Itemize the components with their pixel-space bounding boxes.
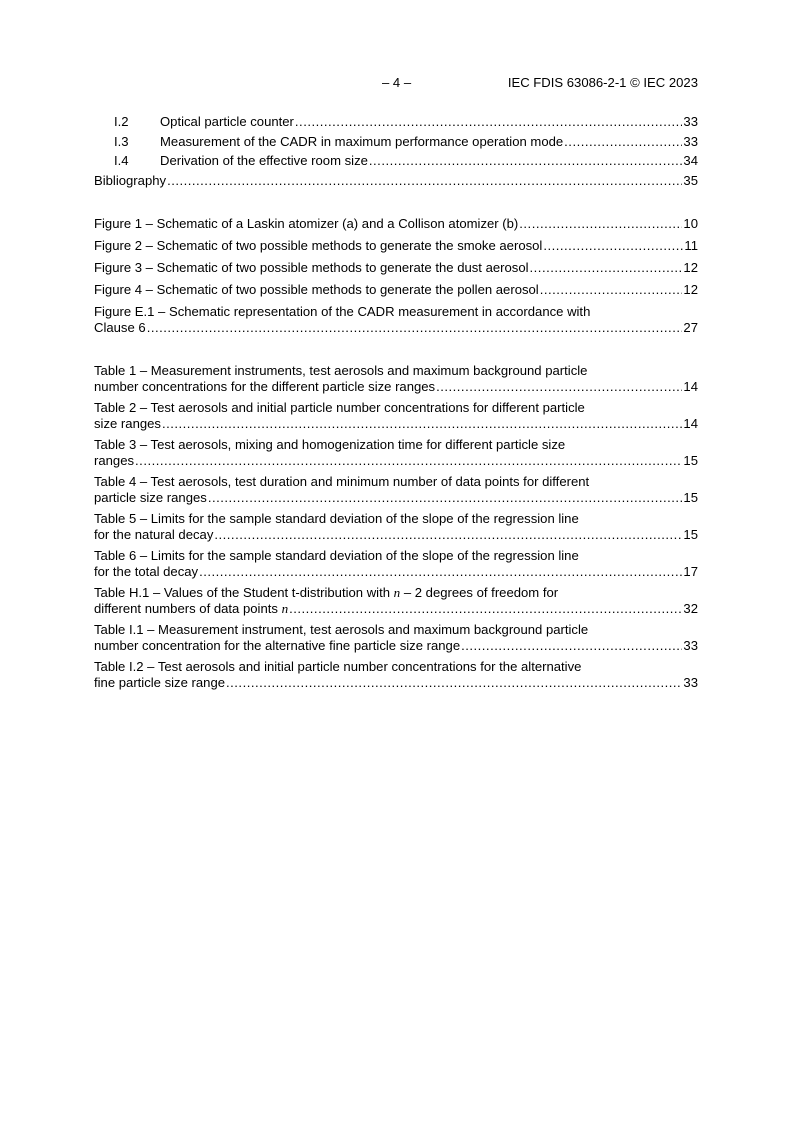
table-entry-page: 14 (683, 379, 698, 394)
table-entry-title-line1: Table 5 – Limits for the sample standard deviation of the slope of the regression line (94, 511, 579, 526)
table-entry[interactable] (94, 363, 698, 400)
table-entry-page: 15 (683, 453, 698, 468)
leader-dots (564, 134, 682, 150)
leader-dots (519, 216, 682, 232)
figure-entry-title: Figure 4 – Schematic of two possible methods to generate the pollen aerosol (94, 282, 539, 297)
toc-entry-i2[interactable] (94, 114, 698, 134)
variable-n: n (281, 601, 289, 616)
leader-dots (289, 601, 682, 617)
figure-entry-title-line2: Clause 6 (94, 320, 146, 335)
figure-entry-page: 12 (683, 282, 698, 297)
leader-dots (540, 282, 683, 298)
figure-entry-page: 27 (683, 320, 698, 335)
leader-dots (135, 453, 682, 469)
leader-dots (226, 675, 682, 691)
table-entry-title-line1: Table 1 – Measurement instruments, test aerosols and maximum background particle (94, 363, 588, 378)
figure-entry[interactable] (94, 304, 698, 336)
table-entry-title-line1: Table 3 – Test aerosols, mixing and homogenization time for different particle size (94, 437, 566, 452)
table-entry-page: 33 (683, 638, 698, 653)
figure-entry-page: 12 (683, 260, 698, 275)
table-entry-page: 32 (683, 601, 698, 616)
table-entry-title-line2 (94, 601, 288, 617)
toc-entry-i3[interactable] (94, 134, 698, 153)
figure-entry[interactable] (94, 260, 698, 282)
leader-dots (147, 320, 683, 336)
table-entry-title-line2: fine particle size range (94, 675, 226, 690)
toc-entry-title: Bibliography (94, 173, 167, 188)
title-text: Table H.1 – Values of the Student t-distribution with (94, 585, 394, 600)
table-entry-title-line1: Table 4 – Test aerosols, test duration and minimum number of data points for different (94, 474, 590, 489)
toc-entry-page: 33 (683, 114, 698, 129)
figure-entry-title: Figure 1 – Schematic of a Laskin atomizer (a) and a Collison atomizer (b) (94, 216, 519, 231)
table-entry-title-line1: Table 6 – Limits for the sample standard deviation of the slope of the regression line (94, 548, 579, 563)
toc-entry-number: I.3 (114, 134, 129, 149)
table-entry-title-line1: Table I.1 – Measurement instrument, test aerosols and maximum background particle (94, 622, 589, 637)
table-entry-title-line2: particle size ranges (94, 490, 207, 505)
leader-dots (208, 490, 683, 506)
leader-dots (530, 260, 683, 276)
leader-dots (295, 114, 683, 130)
table-entry[interactable] (94, 511, 698, 548)
table-entry[interactable] (94, 437, 698, 474)
table-entry[interactable] (94, 400, 698, 437)
table-entry-title-line2: number concentration for the alternative fine particle size range (94, 638, 461, 653)
table-entry-title-line2: for the natural decay (94, 527, 214, 542)
list-of-figures (94, 216, 698, 336)
toc-annex-section (94, 114, 698, 193)
figure-entry-page: 10 (683, 216, 698, 231)
table-entry-title-line1: Table I.2 – Test aerosols and initial particle number concentrations for the alternative (94, 659, 582, 674)
list-of-tables (94, 363, 698, 696)
table-entry-title-line2: size ranges (94, 416, 161, 431)
table-entry-title-line1: Table 2 – Test aerosols and initial particle number concentrations for different particle (94, 400, 585, 415)
leader-dots (461, 638, 682, 654)
leader-dots (199, 564, 682, 580)
table-entry-page: 15 (683, 490, 698, 505)
table-entry[interactable] (94, 474, 698, 511)
title-text: different numbers of data points (94, 601, 282, 616)
toc-entry-title: Derivation of the effective room size (160, 153, 368, 168)
page-header (94, 75, 698, 91)
page-number: – 4 – (382, 75, 412, 90)
table-entry-title-line1 (94, 585, 558, 601)
toc-entry-title: Optical particle counter (160, 114, 294, 129)
toc-entry-bibliography[interactable] (94, 173, 698, 193)
table-entry[interactable] (94, 659, 698, 696)
table-entry-page: 17 (683, 564, 698, 579)
table-entry-page: 33 (683, 675, 698, 690)
leader-dots (543, 238, 683, 254)
table-entry[interactable] (94, 548, 698, 585)
figure-entry-title-line1: Figure E.1 – Schematic representation of the CADR measurement in accordance with (94, 304, 591, 319)
leader-dots (162, 416, 682, 432)
figure-entry-title: Figure 2 – Schematic of two possible methods to generate the smoke aerosol (94, 238, 543, 253)
table-entry[interactable] (94, 622, 698, 659)
toc-entry-page: 34 (683, 153, 698, 168)
figure-entry-page: 11 (684, 238, 698, 253)
table-entry-page: 14 (683, 416, 698, 431)
leader-dots (214, 527, 682, 543)
table-entry-page: 15 (683, 527, 698, 542)
table-entry-title-line2: for the total decay (94, 564, 199, 579)
table-entry-title-line2: ranges (94, 453, 135, 468)
figure-entry[interactable] (94, 282, 698, 304)
toc-entry-page: 33 (683, 134, 698, 149)
toc-entry-number: I.2 (114, 114, 129, 129)
toc-entry-i4[interactable] (94, 153, 698, 173)
leader-dots (167, 173, 682, 189)
table-entry[interactable] (94, 585, 698, 622)
title-text: – 2 degrees of freedom for (400, 585, 559, 600)
figure-entry-title: Figure 3 – Schematic of two possible methods to generate the dust aerosol (94, 260, 529, 275)
variable-n: n (393, 585, 401, 600)
figure-entry[interactable] (94, 216, 698, 238)
toc-entry-title: Measurement of the CADR in maximum performance operation mode (160, 134, 564, 149)
leader-dots (369, 153, 683, 169)
figure-entry[interactable] (94, 238, 698, 260)
toc-entry-page: 35 (683, 173, 698, 188)
leader-dots (436, 379, 682, 395)
document-reference: IEC FDIS 63086-2-1 © IEC 2023 (507, 75, 698, 90)
table-entry-title-line2: number concentrations for the different particle size ranges (94, 379, 436, 394)
toc-entry-number: I.4 (114, 153, 129, 168)
